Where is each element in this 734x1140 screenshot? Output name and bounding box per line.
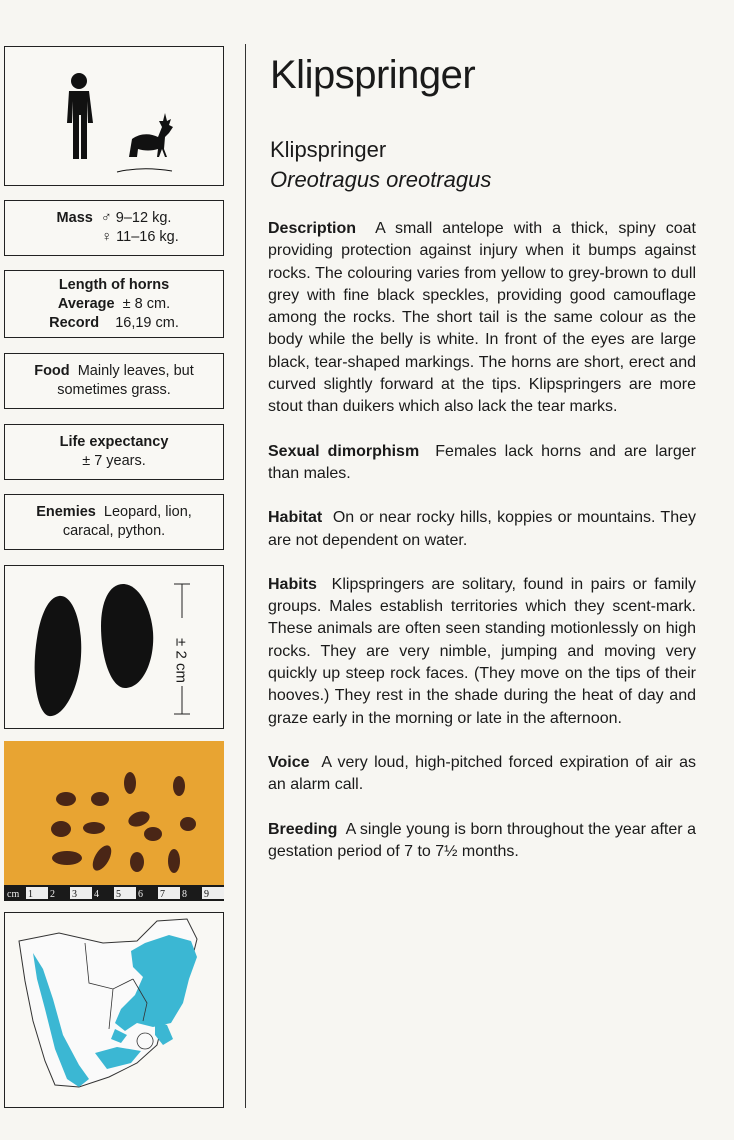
size-comparison-panel — [4, 46, 224, 186]
mass-box — [4, 200, 224, 256]
mass-female: ♀ 11–16 kg. — [101, 229, 179, 245]
page-title: Klipspringer — [270, 53, 476, 97]
ruler-label: cm — [7, 889, 20, 900]
horns-avg: ± 8 cm. — [122, 295, 171, 312]
tracks-panel — [4, 565, 224, 729]
ruler-label: 1 — [28, 889, 33, 900]
life-text: ± 7 years. — [82, 453, 146, 469]
life-label: Life expectancy — [59, 434, 169, 450]
scientific-name: Oreotragus oreotragus — [270, 167, 492, 192]
horns-avg-label: Average — [57, 295, 115, 312]
horns-box — [4, 270, 224, 338]
horns-record-label: Record — [49, 314, 100, 331]
horns-record: 16,19 cm. — [115, 314, 179, 331]
section-habits: Habits Klipspringers are solitary, found in pairs or family groups. Males establish territories which they scent-mark. These animals are often seen standing motionlessly on high rocks. They are very nimble, jumping and moving very quickly up steep rock faces. (They move on the tips of their hooves.) They rest in the shade during the heat of day and graze early in the morning or late in the afternoon. — [268, 575, 697, 727]
description-body — [268, 218, 696, 885]
food-box — [4, 353, 224, 409]
droppings-panel — [4, 741, 224, 901]
droppings-image — [4, 741, 224, 901]
enemies-label: Enemies — [36, 504, 96, 520]
human-antelope-silhouette-icon — [5, 47, 223, 185]
section-habitat: Habitat On or near rocky hills, koppies or mountains. They are not dependent on water. — [268, 509, 697, 549]
mass-male: ♂ 9–12 kg. — [100, 210, 172, 226]
distribution-map — [5, 913, 223, 1107]
ruler-label: 2 — [50, 889, 55, 900]
distribution-map-panel — [4, 912, 224, 1108]
common-name: Klipspringer — [270, 137, 387, 162]
horns-label: Length of horns — [58, 276, 170, 293]
ruler-label: 4 — [94, 889, 99, 900]
column-divider — [245, 44, 246, 1108]
ruler-label: 5 — [116, 889, 121, 900]
hoof-print-icon — [5, 566, 223, 728]
ruler-label: 6 — [138, 889, 143, 900]
ruler-label: 8 — [182, 889, 187, 900]
section-voice: Voice A very loud, high-pitched forced expiration of air as an alarm call. — [268, 753, 696, 794]
ruler-label: 3 — [72, 889, 77, 900]
mass-label: Mass — [56, 210, 93, 226]
section-sexual-dimorphism: Sexual dimorphism Females lack horns and are larger than males. — [268, 442, 697, 482]
enemies-box — [4, 494, 224, 550]
life-box — [4, 424, 224, 480]
section-description: Description A small antelope with a thick, spiny coat providing protection against injury when it bumps against rocks. The colouring varies from yellow to grey-brown to dull grey with fine black speckles, providing good camouflage among the rocks. The short tail is the same colour as the body while the belly is white. In front of the eyes are large black, tear-shaped markings. The horns are short, erect and curved slightly forward at the tips. Klipspringers are more stout than duikers which also lack the tear marks. — [268, 220, 697, 416]
enemies-text: Leopard, lion, caracal, python. — [62, 504, 192, 539]
ruler-label: 7 — [160, 889, 165, 900]
section-breeding: Breeding A single young is born throughout the year after a gestation period of 7 to 7½ months. — [268, 820, 697, 860]
food-label: Food — [34, 363, 70, 379]
food-text: Mainly leaves, but sometimes grass. — [57, 363, 194, 398]
track-scale-label: ± 2 cm — [172, 638, 190, 683]
ruler-label: 9 — [204, 889, 209, 900]
